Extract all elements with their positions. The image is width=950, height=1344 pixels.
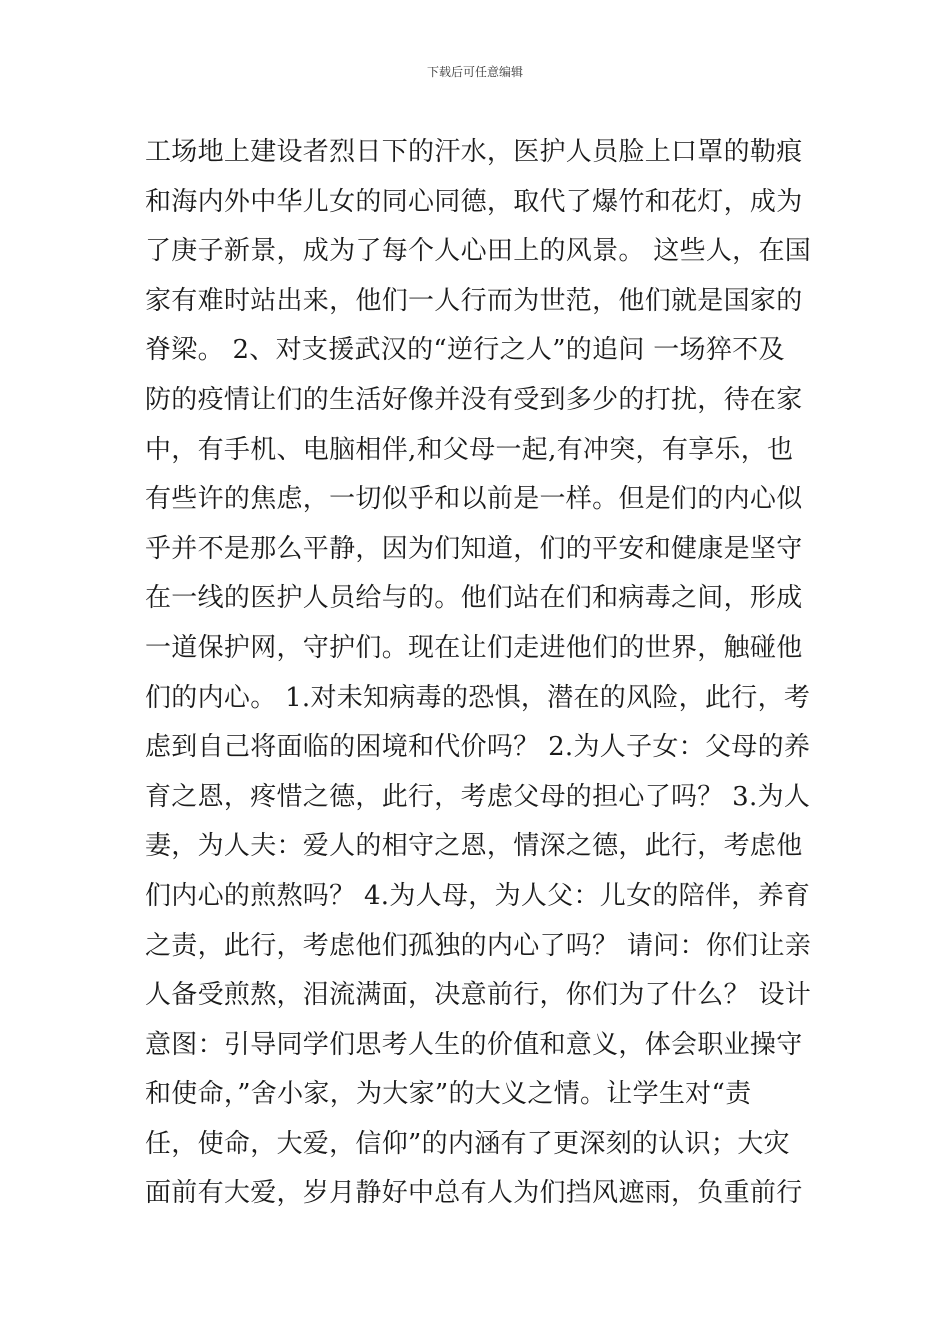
text-line: 防的疫情让们的生活好像并没有受到多少的打扰，待在家 — [145, 384, 803, 415]
text-line: 有些许的焦虑，一切似乎和以前是一样。但是们的内心似 — [145, 484, 803, 515]
text-line: 意图：引导同学们思考人生的价值和意义，体会职业操守 — [145, 1029, 803, 1060]
text-line: 们内心的煎熬吗？ 4.为人母，为人父：儿女的陪伴，养育 — [145, 880, 811, 911]
document-body — [145, 128, 810, 1219]
text-line: 脊梁。 2、对支援武汉的“逆行之人”的追问 一场猝不及 — [145, 335, 785, 366]
text-line: 乎并不是那么平静，因为们知道，们的平安和健康是坚守 — [145, 533, 803, 564]
text-line: 一道保护网，守护们。现在让们走进他们的世界，触碰他 — [145, 632, 803, 663]
text-line: 和使命，”舍小家，为大家”的大义之情。让学生对“责 — [145, 1079, 752, 1110]
text-line: 任，使命，大爱，信仰”的内涵有了更深刻的认识；大灾 — [145, 1128, 790, 1159]
text-line: 之责，此行，考虑他们孤独的内心了吗？ 请问：你们让亲 — [145, 930, 812, 961]
text-line: 人备受煎熬，泪流满面，决意前行，你们为了什么？ 设计 — [145, 980, 812, 1011]
text-line: 中，有手机、电脑相伴,和父母一起,有冲突，有享乐，也 — [145, 434, 794, 465]
text-line: 们的内心。 1.对未知病毒的恐惧，潜在的风险，此行，考 — [145, 682, 811, 713]
text-line: 妻，为人夫：爱人的相守之恩，情深之德，此行，考虑他 — [145, 831, 803, 862]
text-line: 虑到自己将面临的困境和代价吗？ 2.为人子女：父母的养 — [145, 732, 811, 763]
text-line: 面前有大爱，岁月静好中总有人为们挡风遮雨，负重前行 — [145, 1178, 803, 1209]
page-header: 下载后可任意编辑 — [426, 65, 523, 79]
text-line: 在一线的医护人员给与的。他们站在们和病毒之间，形成 — [145, 583, 803, 614]
text-line: 了庚子新景，成为了每个人心田上的风景。 这些人，在国 — [145, 236, 812, 267]
text-line: 工场地上建设者烈日下的汗水，医护人员脸上口罩的勒痕 — [145, 137, 803, 167]
text-line: 育之恩，疼惜之德，此行，考虑父母的担心了吗？ 3.为人 — [145, 781, 811, 812]
text-line: 和海内外中华儿女的同心同德，取代了爆竹和花灯，成为 — [145, 186, 803, 217]
text-line: 家有难时站出来，他们一人行而为世范，他们就是国家的 — [145, 285, 803, 316]
